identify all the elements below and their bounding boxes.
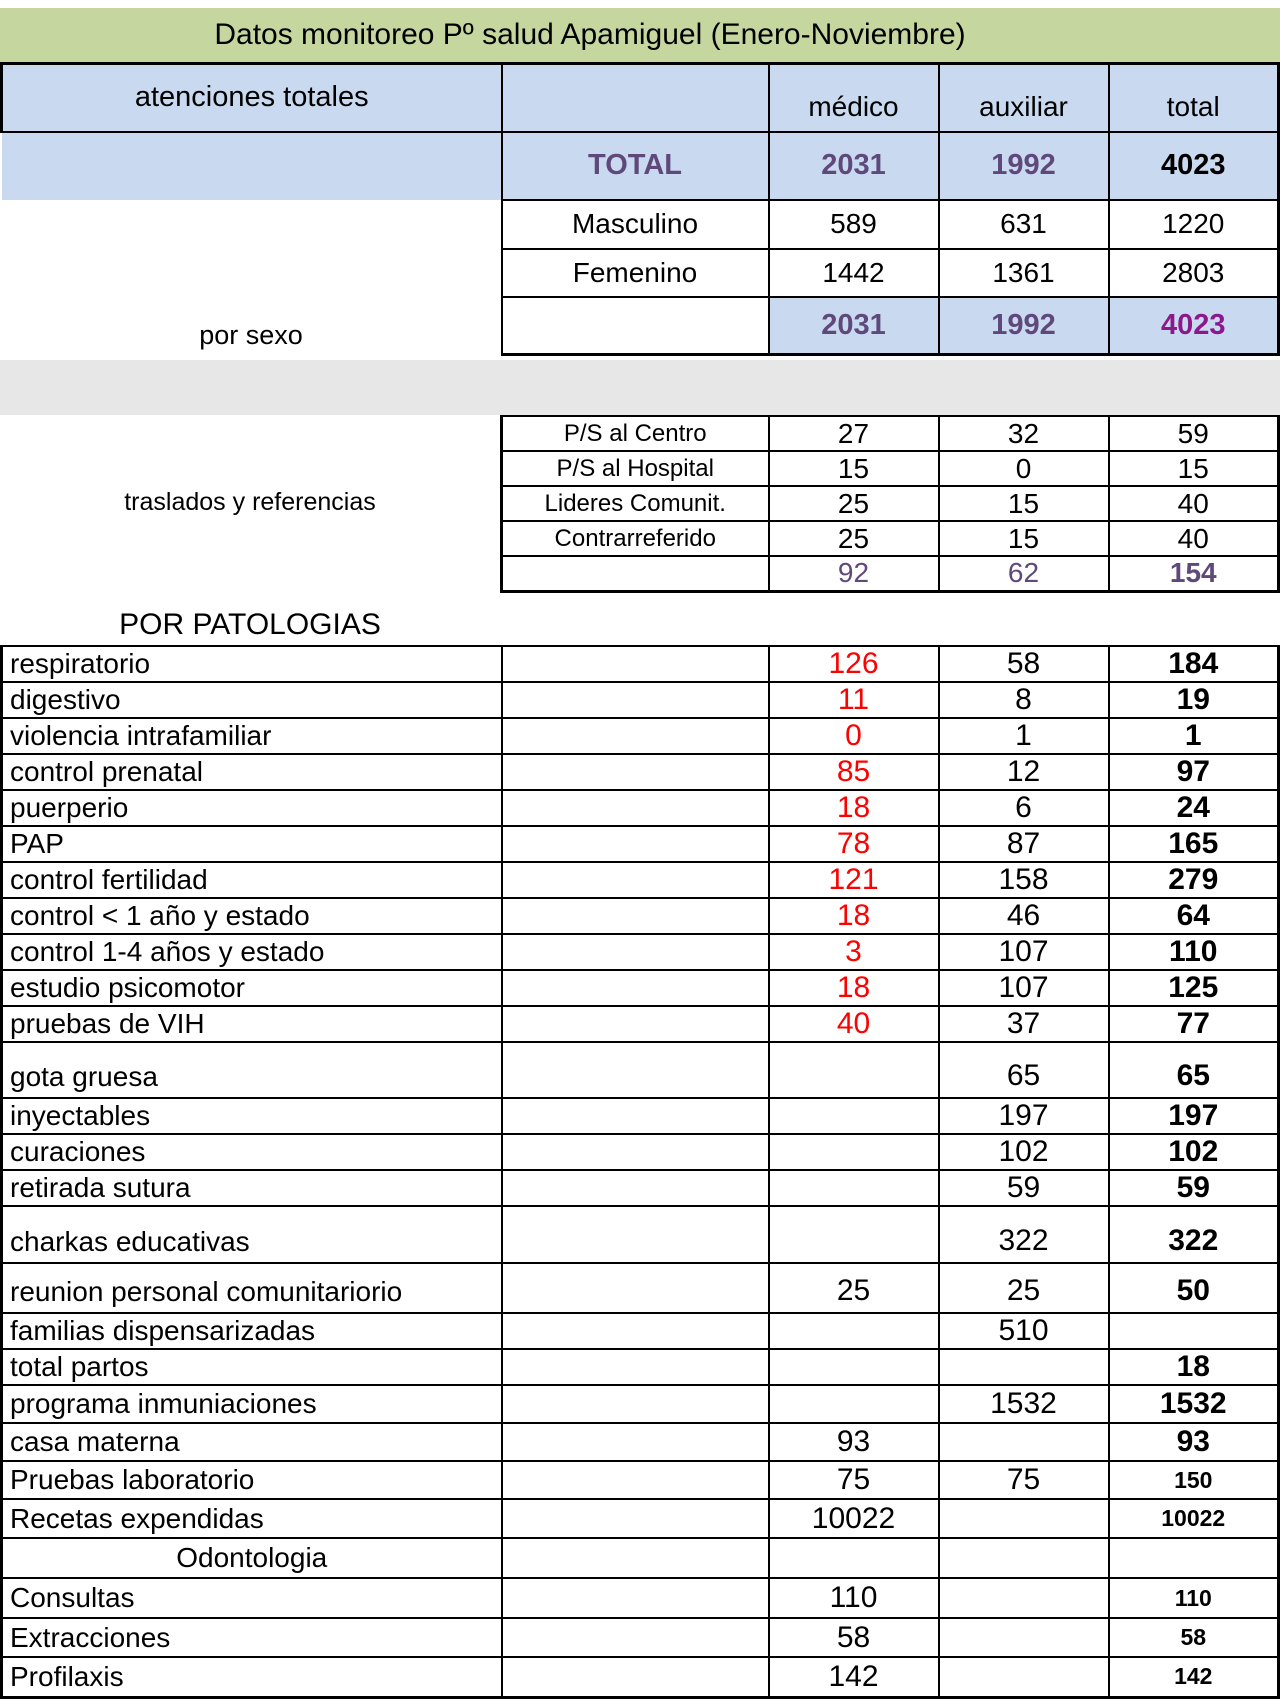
empty-cell xyxy=(502,1423,769,1461)
cell-total: 40 xyxy=(1109,521,1279,556)
empty-cell xyxy=(502,790,769,826)
cell-auxiliar: 8 xyxy=(939,682,1109,718)
cell-medico: 126 xyxy=(769,646,939,682)
row-label: respiratorio xyxy=(2,646,502,682)
column-header-total: total xyxy=(1109,64,1279,132)
table-row xyxy=(2,1006,1279,1042)
empty-cell xyxy=(502,1657,769,1697)
cell-total: 64 xyxy=(1109,898,1279,934)
cell-medico: 75 xyxy=(769,1461,939,1499)
cell-auxiliar: 87 xyxy=(939,826,1109,862)
table-row xyxy=(2,970,1279,1006)
cell-auxiliar xyxy=(939,1657,1109,1697)
table-row xyxy=(2,718,1279,754)
cell-medico: 11 xyxy=(769,682,939,718)
cell-medico: 15 xyxy=(769,451,939,486)
traslados-table xyxy=(500,415,1280,593)
cell-total: 97 xyxy=(1109,754,1279,790)
cell-total: 50 xyxy=(1109,1263,1279,1313)
cell-auxiliar xyxy=(939,1349,1109,1385)
cell-medico: 121 xyxy=(769,862,939,898)
atenciones-totales-table xyxy=(0,62,1280,356)
empty-cell xyxy=(502,1206,769,1263)
cell-medico xyxy=(769,1349,939,1385)
cell-total: 184 xyxy=(1109,646,1279,682)
cell-auxiliar: 12 xyxy=(939,754,1109,790)
cell-total: 93 xyxy=(1109,1423,1279,1461)
cell-auxiliar: 6 xyxy=(939,790,1109,826)
sexo-total-auxiliar: 1992 xyxy=(939,297,1109,355)
cell-auxiliar: 0 xyxy=(939,451,1109,486)
cell-medico: 78 xyxy=(769,826,939,862)
cell-auxiliar: 322 xyxy=(939,1206,1109,1263)
cell-medico: 18 xyxy=(769,970,939,1006)
femenino-medico: 1442 xyxy=(769,249,939,297)
cell-auxiliar: 65 xyxy=(939,1042,1109,1098)
cell-medico: 3 xyxy=(769,934,939,970)
header-row xyxy=(2,64,1279,132)
row-label: inyectables xyxy=(2,1098,502,1134)
column-header-auxiliar: auxiliar xyxy=(939,64,1109,132)
table-row xyxy=(502,416,1279,451)
row-label: Extracciones xyxy=(2,1618,502,1657)
cell-total: 197 xyxy=(1109,1098,1279,1134)
table-row xyxy=(2,862,1279,898)
total-total-value: 4023 xyxy=(1109,132,1279,200)
cell-auxiliar: 1532 xyxy=(939,1385,1109,1423)
empty-cell xyxy=(502,862,769,898)
cell-auxiliar: 107 xyxy=(939,970,1109,1006)
section-label-traslados: traslados y referencias xyxy=(124,488,376,516)
row-label: Contrarreferido xyxy=(502,521,769,556)
cell-auxiliar: 75 xyxy=(939,1461,1109,1499)
table-row xyxy=(2,934,1279,970)
sexo-total-empty-cell xyxy=(502,297,769,355)
empty-cell xyxy=(502,1538,769,1578)
empty-cell xyxy=(502,1042,769,1098)
table-row xyxy=(2,1349,1279,1385)
table-row xyxy=(2,1618,1279,1657)
cell-medico: 25 xyxy=(769,486,939,521)
cell-medico xyxy=(769,1170,939,1206)
masculino-label: Masculino xyxy=(502,200,769,249)
cell-total: 1 xyxy=(1109,718,1279,754)
cell-total: 77 xyxy=(1109,1006,1279,1042)
table-row xyxy=(2,1578,1279,1618)
empty-cell xyxy=(502,682,769,718)
cell-total: 59 xyxy=(1109,416,1279,451)
cell-auxiliar: 58 xyxy=(939,646,1109,682)
cell-medico: 142 xyxy=(769,1657,939,1697)
row-label: retirada sutura xyxy=(2,1170,502,1206)
cell-total: 59 xyxy=(1109,1170,1279,1206)
table-row xyxy=(502,521,1279,556)
table-row xyxy=(2,790,1279,826)
row-label: PAP xyxy=(2,826,502,862)
row-label: gota gruesa xyxy=(2,1042,502,1098)
empty-cell xyxy=(502,1499,769,1538)
cell-total: 24 xyxy=(1109,790,1279,826)
femenino-label: Femenino xyxy=(502,249,769,297)
empty-cell xyxy=(502,646,769,682)
empty-cell xyxy=(502,898,769,934)
cell-total: 125 xyxy=(1109,970,1279,1006)
row-label: Pruebas laboratorio xyxy=(2,1461,502,1499)
cell-auxiliar: 32 xyxy=(939,416,1109,451)
section-heading-patologias: POR PATOLOGIAS xyxy=(119,608,381,641)
cell-total: 40 xyxy=(1109,486,1279,521)
table-row xyxy=(2,1042,1279,1098)
page-title: Datos monitoreo Pº salud Apamiguel (Enero-Noviembre) xyxy=(214,18,966,51)
total-row xyxy=(2,132,1279,200)
cell-total: 110 xyxy=(1109,934,1279,970)
sexo-total-total: 4023 xyxy=(1109,297,1279,355)
total-row-label: TOTAL xyxy=(502,132,769,200)
row-label: control 1-4 años y estado xyxy=(2,934,502,970)
cell-total: 150 xyxy=(1109,1461,1279,1499)
cell-medico xyxy=(769,1134,939,1170)
cell-auxiliar: 15 xyxy=(939,521,1109,556)
header-spacer-cell xyxy=(502,64,769,132)
cell-auxiliar: 510 xyxy=(939,1313,1109,1349)
row-label: digestivo xyxy=(2,682,502,718)
cell-medico: 25 xyxy=(769,1263,939,1313)
row-label: estudio psicomotor xyxy=(2,970,502,1006)
cell-auxiliar: 197 xyxy=(939,1098,1109,1134)
row-label: control < 1 año y estado xyxy=(2,898,502,934)
cell-total xyxy=(1109,1313,1279,1349)
cell-auxiliar xyxy=(939,1423,1109,1461)
empty-cell xyxy=(502,1385,769,1423)
cell-total: 15 xyxy=(1109,451,1279,486)
table-row xyxy=(2,826,1279,862)
traslados-total-auxiliar: 62 xyxy=(939,556,1109,591)
cell-medico xyxy=(769,1206,939,1263)
table-row xyxy=(2,1657,1279,1697)
table-row xyxy=(2,1499,1279,1538)
row-label: Odontologia xyxy=(2,1538,502,1578)
table-row xyxy=(2,682,1279,718)
empty-cell xyxy=(502,1134,769,1170)
row-label: violencia intrafamiliar xyxy=(2,718,502,754)
row-label: control prenatal xyxy=(2,754,502,790)
cell-medico xyxy=(769,1313,939,1349)
empty-cell xyxy=(502,754,769,790)
row-label: Profilaxis xyxy=(2,1657,502,1697)
cell-medico: 10022 xyxy=(769,1499,939,1538)
cell-medico: 93 xyxy=(769,1423,939,1461)
traslados-total-total: 154 xyxy=(1109,556,1279,591)
cell-total: 322 xyxy=(1109,1206,1279,1263)
cell-auxiliar: 37 xyxy=(939,1006,1109,1042)
cell-medico: 85 xyxy=(769,754,939,790)
table-row xyxy=(2,1206,1279,1263)
row-label: curaciones xyxy=(2,1134,502,1170)
patologias-table xyxy=(0,645,1280,1699)
cell-auxiliar: 46 xyxy=(939,898,1109,934)
masculino-total: 1220 xyxy=(1109,200,1279,249)
cell-medico: 25 xyxy=(769,521,939,556)
row-label: control fertilidad xyxy=(2,862,502,898)
section-label-atenciones: atenciones totales xyxy=(2,64,502,132)
cell-medico: 58 xyxy=(769,1618,939,1657)
cell-total: 142 xyxy=(1109,1657,1279,1697)
cell-auxiliar: 158 xyxy=(939,862,1109,898)
cell-total: 102 xyxy=(1109,1134,1279,1170)
cell-medico xyxy=(769,1385,939,1423)
cell-total: 65 xyxy=(1109,1042,1279,1098)
total-medico-value: 2031 xyxy=(769,132,939,200)
row-label: charkas educativas xyxy=(2,1206,502,1263)
cell-auxiliar: 25 xyxy=(939,1263,1109,1313)
table-row xyxy=(2,898,1279,934)
cell-total: 165 xyxy=(1109,826,1279,862)
total-row-left-fill xyxy=(2,132,502,200)
empty-cell xyxy=(502,1006,769,1042)
cell-medico: 0 xyxy=(769,718,939,754)
empty-cell xyxy=(502,1313,769,1349)
cell-medico: 110 xyxy=(769,1578,939,1618)
cell-medico: 18 xyxy=(769,898,939,934)
cell-auxiliar xyxy=(939,1499,1109,1538)
empty-cell xyxy=(502,970,769,1006)
total-auxiliar-value: 1992 xyxy=(939,132,1109,200)
cell-total: 110 xyxy=(1109,1578,1279,1618)
row-label: Recetas expendidas xyxy=(2,1499,502,1538)
table-row xyxy=(2,754,1279,790)
cell-auxiliar xyxy=(939,1538,1109,1578)
cell-auxiliar: 1 xyxy=(939,718,1109,754)
table-row xyxy=(2,1170,1279,1206)
cell-medico xyxy=(769,1042,939,1098)
row-label: P/S al Hospital xyxy=(502,451,769,486)
table-row xyxy=(2,1538,1279,1578)
femenino-total: 2803 xyxy=(1109,249,1279,297)
cell-medico: 27 xyxy=(769,416,939,451)
cell-total: 58 xyxy=(1109,1618,1279,1657)
row-label: reunion personal comunitariorio xyxy=(2,1263,502,1313)
cell-total: 10022 xyxy=(1109,1499,1279,1538)
sexo-total-medico: 2031 xyxy=(769,297,939,355)
empty-cell xyxy=(502,1461,769,1499)
cell-total xyxy=(1109,1538,1279,1578)
row-label: P/S al Centro xyxy=(502,416,769,451)
table-row xyxy=(2,1423,1279,1461)
column-header-medico: médico xyxy=(769,64,939,132)
table-row xyxy=(2,1098,1279,1134)
cell-medico xyxy=(769,1098,939,1134)
cell-medico: 40 xyxy=(769,1006,939,1042)
empty-cell xyxy=(502,1170,769,1206)
masculino-medico: 589 xyxy=(769,200,939,249)
row-label: pruebas de VIH xyxy=(2,1006,502,1042)
empty-cell xyxy=(502,1263,769,1313)
cell-auxiliar: 15 xyxy=(939,486,1109,521)
cell-total: 279 xyxy=(1109,862,1279,898)
table-row xyxy=(2,646,1279,682)
cell-medico: 18 xyxy=(769,790,939,826)
table-row xyxy=(502,486,1279,521)
table-row xyxy=(502,451,1279,486)
traslados-total-empty-cell xyxy=(502,556,769,591)
table-row xyxy=(2,1134,1279,1170)
por-sexo-label: por sexo xyxy=(2,200,502,355)
cell-total: 18 xyxy=(1109,1349,1279,1385)
empty-cell xyxy=(502,1349,769,1385)
table-row xyxy=(2,1313,1279,1349)
empty-cell xyxy=(502,826,769,862)
row-label: programa inmuniaciones xyxy=(2,1385,502,1423)
empty-cell xyxy=(502,718,769,754)
table-row xyxy=(2,1385,1279,1423)
empty-cell xyxy=(502,1618,769,1657)
masculino-row xyxy=(2,200,1279,249)
cell-total: 1532 xyxy=(1109,1385,1279,1423)
table-row xyxy=(2,1263,1279,1313)
row-label: Lideres Comunit. xyxy=(502,486,769,521)
empty-cell xyxy=(502,934,769,970)
empty-cell xyxy=(502,1098,769,1134)
cell-auxiliar: 107 xyxy=(939,934,1109,970)
title-bar xyxy=(0,8,1280,62)
masculino-auxiliar: 631 xyxy=(939,200,1109,249)
cell-total: 19 xyxy=(1109,682,1279,718)
row-label: Consultas xyxy=(2,1578,502,1618)
row-label: total partos xyxy=(2,1349,502,1385)
table-row xyxy=(2,1461,1279,1499)
cell-auxiliar: 102 xyxy=(939,1134,1109,1170)
cell-auxiliar xyxy=(939,1578,1109,1618)
traslados-total-row xyxy=(502,556,1279,591)
empty-cell xyxy=(502,1578,769,1618)
row-label: casa materna xyxy=(2,1423,502,1461)
row-label: familias dispensarizadas xyxy=(2,1313,502,1349)
separator-band xyxy=(0,360,1280,415)
cell-auxiliar: 59 xyxy=(939,1170,1109,1206)
femenino-auxiliar: 1361 xyxy=(939,249,1109,297)
row-label: puerperio xyxy=(2,790,502,826)
traslados-total-medico: 92 xyxy=(769,556,939,591)
cell-auxiliar xyxy=(939,1618,1109,1657)
cell-medico xyxy=(769,1538,939,1578)
